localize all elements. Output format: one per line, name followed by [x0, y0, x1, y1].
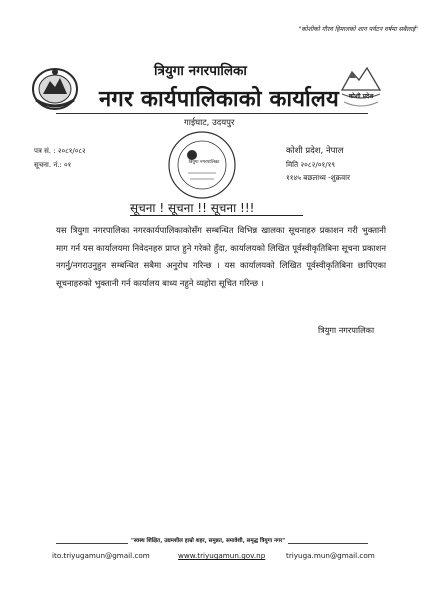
nepal-samvat-date: ११४५ बछलाथ्व -शुक्रवार: [286, 173, 350, 182]
footer-email-office[interactable]: triyuga.mun@gmail.com: [286, 551, 375, 560]
province-label: कोशी प्रदेश, नेपाल: [286, 146, 344, 156]
official-stamp: [166, 129, 238, 201]
reference-number: पत्र सं. : २०८१/०८२: [34, 147, 86, 155]
footer-website-link[interactable]: www.triyugamun.gov.np: [178, 551, 266, 560]
header-rule: [56, 113, 368, 114]
province-logo-icon: [336, 62, 386, 114]
municipality-name: त्रियुगा नगरपालिका: [154, 63, 247, 79]
date-label: मिति २०८२/०१/१९: [286, 160, 336, 169]
office-name: नगर कार्यपालिकाको कार्यालय: [99, 87, 339, 112]
office-address: गाईघाट, उदयपुर: [184, 118, 235, 128]
stamp-text: त्रियुगा नगरपालिका: [188, 160, 220, 165]
notice-number: सूचना. नं.: ०१: [34, 161, 72, 169]
province-logo-text: कोशी प्रदेश: [348, 93, 374, 100]
header-slogan: "कोशीको गौरव हिमालको शान पर्यटन वर्षमा सबैलाई": [298, 26, 418, 33]
footer-slogan: "स्वस्थ शिक्षित, उद्यमशील हाम्रो शहर, समुन्नत, समावेशी, समृद्ध त्रियुगा नगर": [128, 536, 288, 544]
headline-underline: [130, 215, 303, 216]
signatory: त्रियुगा नगरपालिका: [318, 325, 375, 335]
notice-headline: सूचना ! सूचना !! सूचना !!!: [130, 201, 255, 215]
government-emblem-icon: [30, 66, 80, 112]
notice-body: यस त्रियुगा नगरपालिका नगरकार्यपालिकाकोसँग सम्बन्धित विभिन्न खालका सूचनाहरु प्रकाशन गरी भुक्तानी माग गर्न यस कार्यालयमा निवेदनहरु प्राप्त हुने गरेको हुँदा, कार्यालयको लिखित पूर्वस्वीकृतिबिना सूचना प्रकाशन नगर्नु/नगराउनुहुन सम्बन्धित सबैमा अनुरोध गरिन्छ । यस कार्यालयको लिखित पूर्वस्वीकृतिबिना छापिएका सूचनाहरुको भुक्तानी गर्न कार्यालय बाध्य नहुने व्यहोरा सूचित गरिन्छ ।: [56, 225, 386, 288]
footer-email-ito[interactable]: ito.triyugamun@gmail.com: [52, 551, 150, 560]
